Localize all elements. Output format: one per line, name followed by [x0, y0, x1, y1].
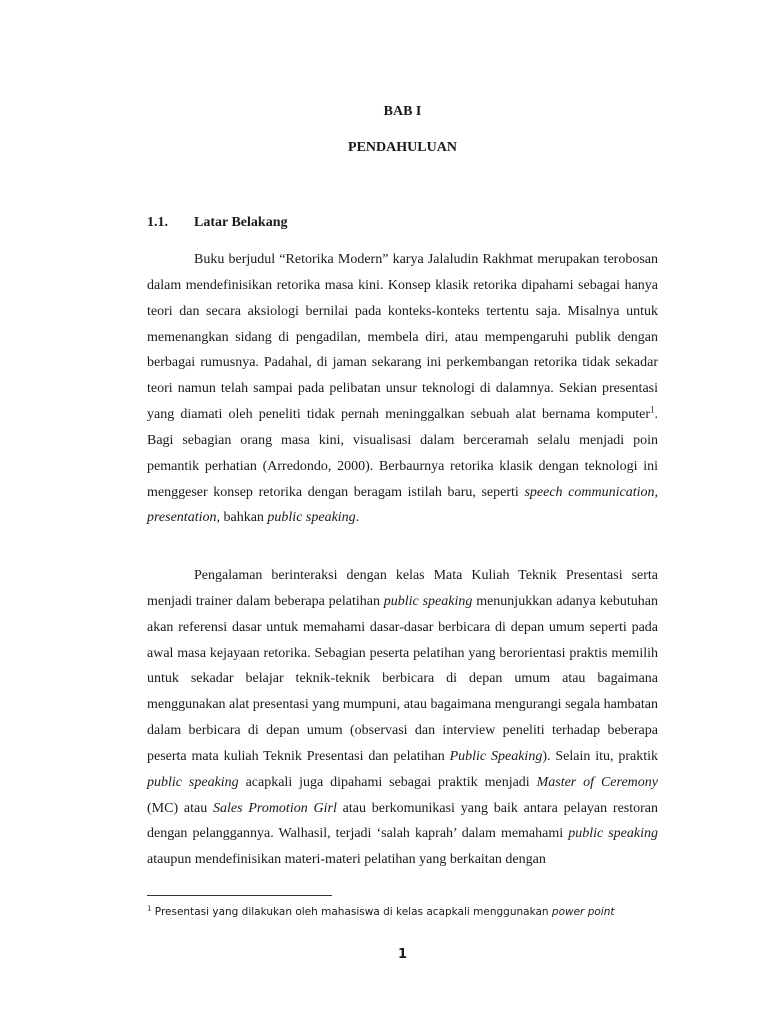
page-number: 1	[397, 947, 408, 962]
paragraph-2-text: atau berkomunikasi yang baik antara pelayan restoran dengan pelanggannya. Walhasil, terjadi ‘salah kaprah’ dalam memahami	[147, 800, 658, 842]
footnote	[147, 906, 614, 918]
section-title: Latar Belakang	[194, 215, 288, 230]
italic-term: Master of Ceremony	[536, 774, 658, 790]
paragraph-2-text: acapkali juga dipahami sebagai praktik menjadi	[238, 774, 537, 790]
italic-term: Public Speaking	[449, 748, 543, 764]
paragraph-1-text: .	[355, 510, 360, 526]
footnote-number: 1	[147, 904, 152, 913]
paragraph-1-text: bahkan	[219, 510, 268, 526]
paragraph-2-text: menunjukkan adanya kebutuhan akan referensi dasar untuk memahami dasar-dasar berbicara di depan umum seperti pada awal masa kejayaan retorika. Sebagian peserta pelatihan yang berorientasi praktis memilih untuk sekadar belajar teknik-teknik berbicara di depan umum atau bagaimana menggunakan alat presentasi yang mumpuni, atau bagaimana mengurangi segala hambatan dalam berbicara di depan umum (observasi dan interview peneliti terhadap beberapa peserta mata kuliah Teknik Presentasi dan pelatihan	[147, 593, 659, 764]
italic-term: public speaking	[147, 774, 239, 790]
italic-term: Sales Promotion Girl	[213, 800, 337, 816]
paragraph-1-text: Buku berjudul “Retorika Modern” karya Jalaludin Rakhmat merupakan terobosan dalam mendefinisikan retorika masa kini. Konsep klasik retorika dipahami sebagai hanya teori dan secara aksiologi bernilai pada konteks-konteks tertentu saja. Misalnya untuk memenangkan sidang di pengadilan, membela diri, atau mempengaruhi publik dengan berbagai rumusnya. Padahal, di jaman sekarang ini perkembangan retorika tidak sekadar teori namun telah sampai pada pelibatan unsur teknologi di dalamnya. Sekian presentasi yang diamati oleh peneliti tidak pernah meninggalkan sebuah alat bernama komputer	[147, 252, 658, 423]
footnote-reference: 1	[650, 404, 655, 415]
footnote-separator	[147, 895, 332, 896]
italic-term: speech communication, presentation,	[147, 484, 658, 526]
italic-term: public speaking	[267, 510, 356, 526]
paragraph-1	[147, 247, 658, 531]
paragraph-1-text: . Bagi sebagian orang masa kini, visualisasi dalam berceramah selalu menjadi poin pemantik perhatian (Arredondo, 2000). Berbaurnya retorika klasik dengan teknologi ini menggeser konsep retorika dengan beragam istilah baru, seperti	[147, 407, 658, 500]
paragraph-2-text: (MC) atau	[147, 800, 213, 816]
footnote-italic: power point	[551, 906, 615, 918]
footnote-text: Presentasi yang dilakukan oleh mahasiswa di kelas acapkali menggunakan	[151, 906, 552, 918]
chapter-label: BAB I	[383, 104, 422, 119]
paragraph-2-text: Pengalaman berinteraksi dengan kelas Mata Kuliah Teknik Presentasi serta menjadi trainer dalam beberapa pelatihan	[147, 568, 658, 609]
paragraph-2-text: ataupun mendefinisikan materi-materi pelatihan yang berkaitan dengan	[147, 852, 546, 868]
italic-term: public speaking	[383, 593, 473, 609]
chapter-title: PENDAHULUAN	[348, 140, 457, 155]
italic-term: public speaking	[568, 826, 658, 842]
section-number: 1.1.	[147, 215, 168, 230]
paragraph-2	[147, 563, 658, 873]
paragraph-2-text: ). Selain itu, praktik	[542, 748, 659, 764]
